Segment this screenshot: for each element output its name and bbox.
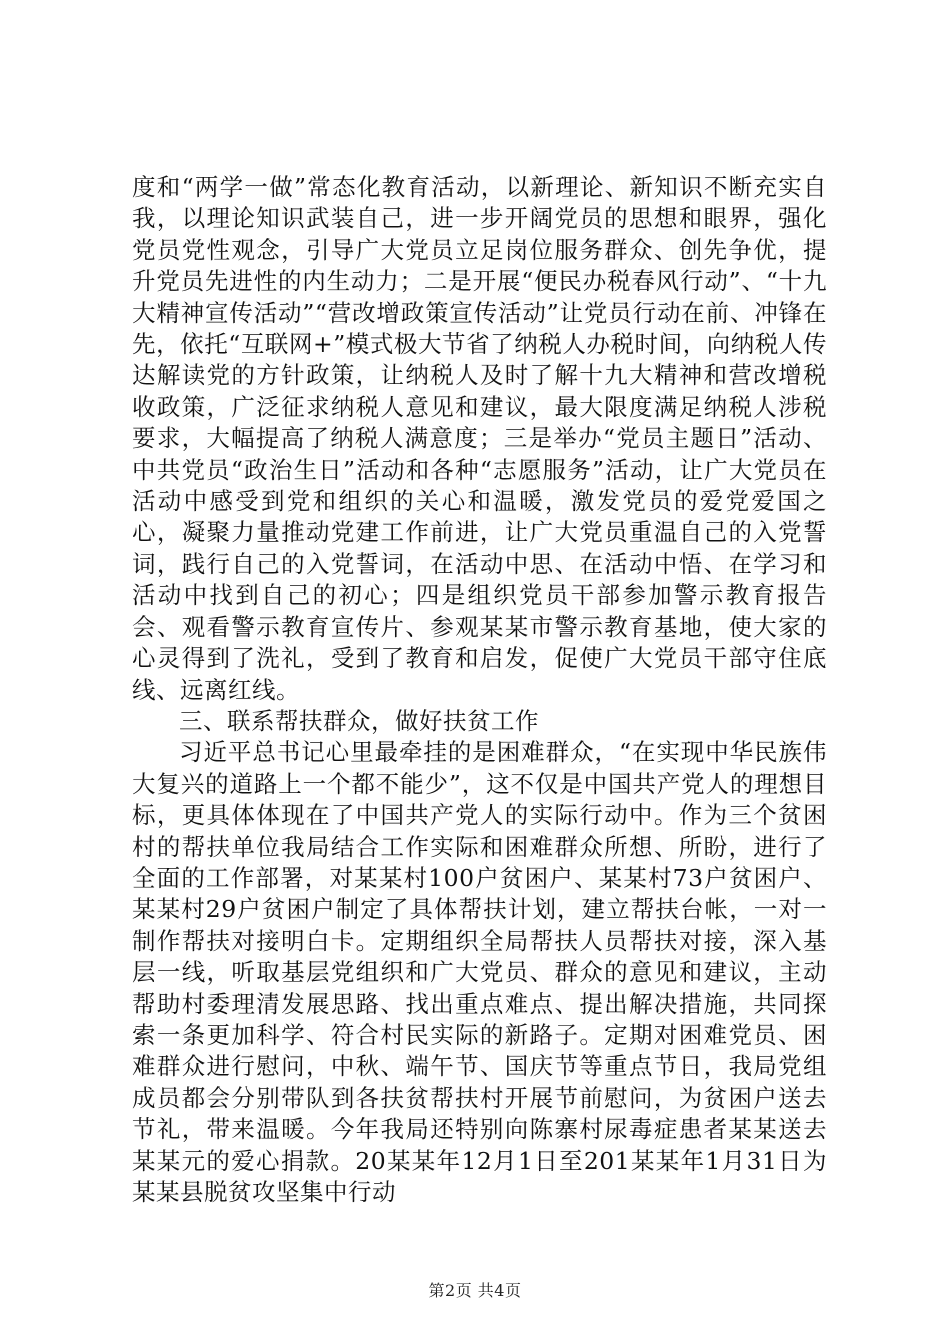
page-number-footer: 第2页 共4页 — [428, 1281, 522, 1300]
paragraph-poverty-alleviation: 习近平总书记心里最牵挂的是困难群众，“在实现中华民族伟大复兴的道路上一个都不能少”，这不仅是中国共产党人的理想目标，更具体体现在了中国共产党人的实际行动中。作为三个贫困村的帮扶单位我局结合工作实际和困难群众所想、所盼，进行了全面的工作部署，对某某村100户贫困户、某某村73户贫困户、某某村29户贫困户制定了具体帮扶计划，建立帮扶台帐，一对一制作帮扶对接明白卡。定期组织全局帮扶人员帮扶对接，深入基层一线，听取基层党组织和广大党员、群众的意见和建议，主动帮助村委理清发展思路、找出重点难点、提出解决措施，共同探索一条更加科学、符合村民实际的新路子。定期对困难党员、困难群众进行慰问，中秋、端午节、国庆节等重点节日，我局党组成员都会分别带队到各扶贫帮扶村开展节前慰问，为贫困户送去节礼，带来温暖。今年我局还特别向陈寨村尿毒症患者某某送去某某元的爱心捐款。20某某年12月1日至201某某年1月31日为某某县脱贫攻坚集中行动 — [132, 738, 827, 1206]
document-body — [132, 172, 827, 1208]
paragraph-party-activities: 度和“两学一做”常态化教育活动，以新理论、新知识不断充实自我，以理论知识武装自己，进一步开阔党员的思想和眼界，强化党员党性观念，引导广大党员立足岗位服务群众、创先争优，提升党员先进性的内生动力；二是开展“便民办税春风行动”、“十九大精神宣传活动”“营改增政策宣传活动”让党员行动在前、冲锋在先，依托“互联网+”模式极大节省了纳税人办税时间，向纳税人传达解读党的方针政策，让纳税人及时了解十九大精神和营改增税收政策，广泛征求纳税人意见和建议，最大限度满足纳税人涉税要求，大幅提高了纳税人满意度；三是举办“党员主题日”活动、中共党员“政治生日”活动和各种“志愿服务”活动，让广大党员在活动中感受到党和组织的关心和温暖，激发党员的爱党爱国之心，凝聚力量推动党建工作前进，让广大党员重温自己的入党誓词，践行自己的入党誓词，在活动中思、在活动中悟、在学习和活动中找到自己的初心；四是组织党员干部参加警示教育报告会、观看警示教育宣传片、参观某某市警示教育基地，使大家的心灵得到了洗礼，受到了教育和启发，促使广大党员干部守住底线、远离红线。 — [132, 173, 827, 704]
section-heading-poverty-alleviation: 三、联系帮扶群众，做好扶贫工作 — [179, 706, 539, 735]
